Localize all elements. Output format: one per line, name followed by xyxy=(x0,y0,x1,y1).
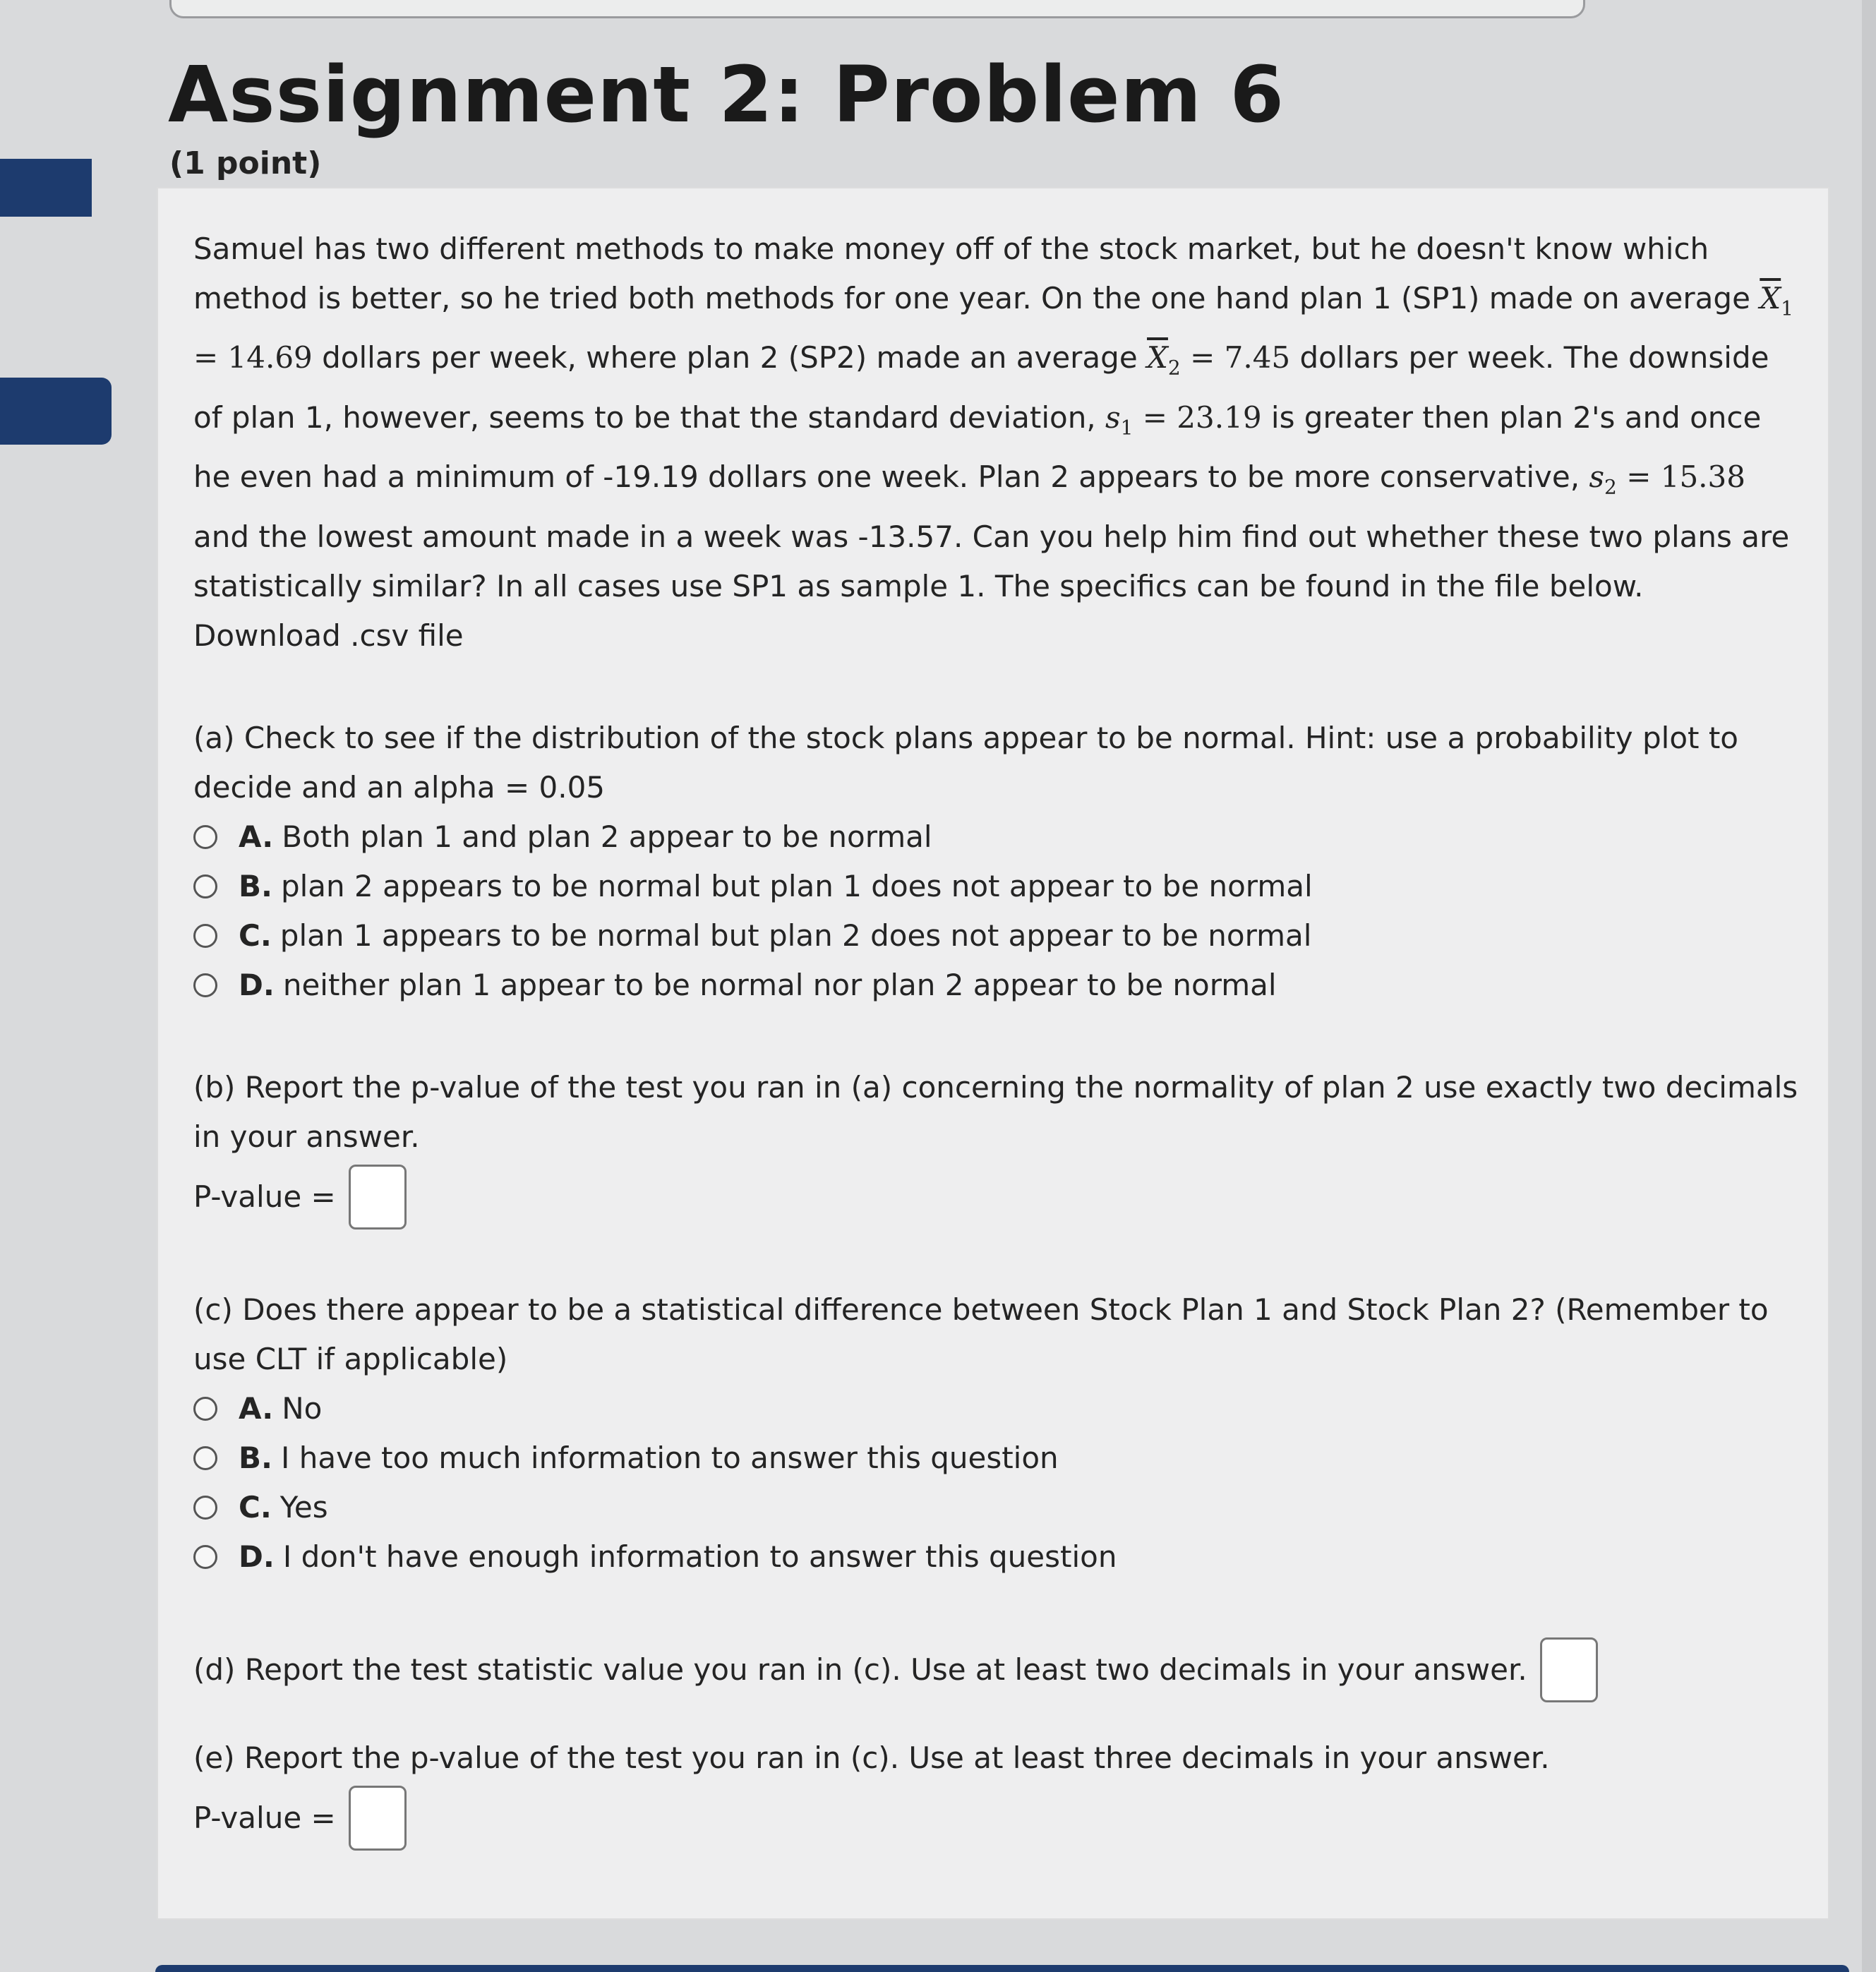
page-title: Assignment 2: Problem 6 xyxy=(168,49,1285,140)
part-a-option-b[interactable] xyxy=(193,862,1803,911)
part-c xyxy=(193,1285,1803,1582)
part-e xyxy=(193,1733,1803,1853)
part-d-answer-row xyxy=(193,1635,1803,1705)
bottom-strip xyxy=(155,1965,1849,1972)
problem-statement xyxy=(193,224,1803,611)
problem-content xyxy=(193,224,1803,1853)
part-d-question: (d) Report the test statistic value you ran in (c). Use at least two decimals in your answer. xyxy=(193,1652,1527,1687)
radio-button[interactable] xyxy=(193,1496,217,1520)
part-a-options xyxy=(193,812,1803,1010)
option-letter: B. xyxy=(239,868,272,903)
x2-value: = 7.45 xyxy=(1180,340,1291,375)
x2-subscript: 2 xyxy=(1167,356,1181,380)
radio-button[interactable] xyxy=(193,1446,217,1470)
radio-button[interactable] xyxy=(193,1397,217,1421)
sidebar-tab[interactable] xyxy=(0,159,92,217)
radio-button[interactable] xyxy=(193,973,217,997)
part-d-answer-input[interactable] xyxy=(1540,1637,1598,1702)
option-text: plan 2 appears to be normal but plan 1 does not appear to be normal xyxy=(280,868,1313,903)
s1-value: = 23.19 xyxy=(1133,399,1262,435)
radio-button[interactable] xyxy=(193,1545,217,1569)
intro-text-5: and the lowest amount made in a week was -13.57. Can you help him find out whether these two plans are statistically similar? In all cases use SP1 as sample 1. The specifics can be found in the file below. xyxy=(193,519,1790,603)
sidebar-tab-active[interactable] xyxy=(0,378,112,445)
right-edge xyxy=(1862,0,1876,1972)
option-letter: D. xyxy=(239,1539,275,1574)
s1-symbol: s xyxy=(1105,399,1121,435)
browser-top-bar xyxy=(169,0,1585,18)
s2-subscript: 2 xyxy=(1604,475,1617,499)
part-a-question: (a) Check to see if the distribution of the stock plans appear to be normal. Hint: use a probability plot to decide and an alpha = 0.05 xyxy=(193,720,1739,805)
download-csv-link[interactable]: Download .csv file xyxy=(193,618,464,653)
part-b-answer-input[interactable] xyxy=(349,1165,407,1230)
intro-text-3: dollars per week. The downside of plan 1, however, seems to be that the standard deviation, xyxy=(193,340,1769,435)
part-e-question: (e) Report the p-value of the test you ran in (c). Use at least three decimals in your answer. xyxy=(193,1740,1550,1775)
s2-symbol: s xyxy=(1589,459,1605,495)
option-text: Both plan 1 and plan 2 appear to be normal xyxy=(282,819,932,854)
part-b-question: (b) Report the p-value of the test you ran in (a) concerning the normality of plan 2 use exactly two decimals in your answer. xyxy=(193,1069,1798,1154)
radio-button[interactable] xyxy=(193,924,217,948)
part-b xyxy=(193,1063,1803,1232)
radio-button[interactable] xyxy=(193,825,217,849)
part-a-option-a[interactable] xyxy=(193,812,1803,862)
option-letter: A. xyxy=(239,1390,274,1426)
part-c-option-a[interactable] xyxy=(193,1384,1803,1433)
intro-text-2: dollars per week, where plan 2 (SP2) made an average xyxy=(312,340,1148,375)
option-letter: C. xyxy=(239,1489,272,1525)
part-e-answer-row xyxy=(193,1783,1803,1853)
part-a xyxy=(193,714,1803,1010)
part-c-options xyxy=(193,1384,1803,1582)
part-c-question: (c) Does there appear to be a statistical difference between Stock Plan 1 and Stock Plan 2? (Remember to use CLT if applicable) xyxy=(193,1292,1769,1376)
part-c-option-c[interactable] xyxy=(193,1483,1803,1532)
part-c-option-d[interactable] xyxy=(193,1532,1803,1582)
part-a-option-c[interactable] xyxy=(193,911,1803,961)
part-d xyxy=(193,1635,1803,1705)
part-a-option-d[interactable] xyxy=(193,961,1803,1010)
part-b-answer-row xyxy=(193,1162,1803,1232)
x1-value: = 14.69 xyxy=(193,340,313,375)
intro-text-4: is greater then plan 2's and once he even had a minimum of -19.19 dollars one week. Plan 2 appears to be more conservative, xyxy=(193,399,1762,495)
x1-symbol: $\overline{X}$ xyxy=(1760,281,1781,315)
option-letter: C. xyxy=(239,918,272,953)
x2-symbol: $\overline{X}$ xyxy=(1147,340,1168,375)
option-letter: B. xyxy=(239,1440,272,1475)
s1-subscript: 1 xyxy=(1120,416,1134,440)
x1-subscript: 1 xyxy=(1781,296,1793,320)
radio-button[interactable] xyxy=(193,874,217,898)
option-text: I don't have enough information to answer this question xyxy=(282,1539,1117,1574)
p-value-label: P-value = xyxy=(193,1800,336,1835)
points-label: (1 point) xyxy=(169,145,322,181)
option-text: No xyxy=(282,1390,323,1426)
option-letter: D. xyxy=(239,967,275,1002)
option-text: plan 1 appears to be normal but plan 2 does not appear to be normal xyxy=(279,918,1312,953)
part-c-option-b[interactable] xyxy=(193,1433,1803,1483)
intro-text-1: Samuel has two different methods to make money off of the stock market, but he doesn't know which method is better, so he tried both methods for one year. On the one hand plan 1 (SP1) made on average xyxy=(193,232,1760,315)
part-e-answer-input[interactable] xyxy=(349,1786,407,1851)
s2-value: = 15.38 xyxy=(1616,459,1745,495)
option-text: Yes xyxy=(279,1489,328,1525)
p-value-label: P-value = xyxy=(193,1179,336,1214)
option-text: neither plan 1 appear to be normal nor plan 2 appear to be normal xyxy=(282,967,1277,1002)
option-letter: A. xyxy=(239,819,274,854)
option-text: I have too much information to answer this question xyxy=(280,1440,1059,1475)
